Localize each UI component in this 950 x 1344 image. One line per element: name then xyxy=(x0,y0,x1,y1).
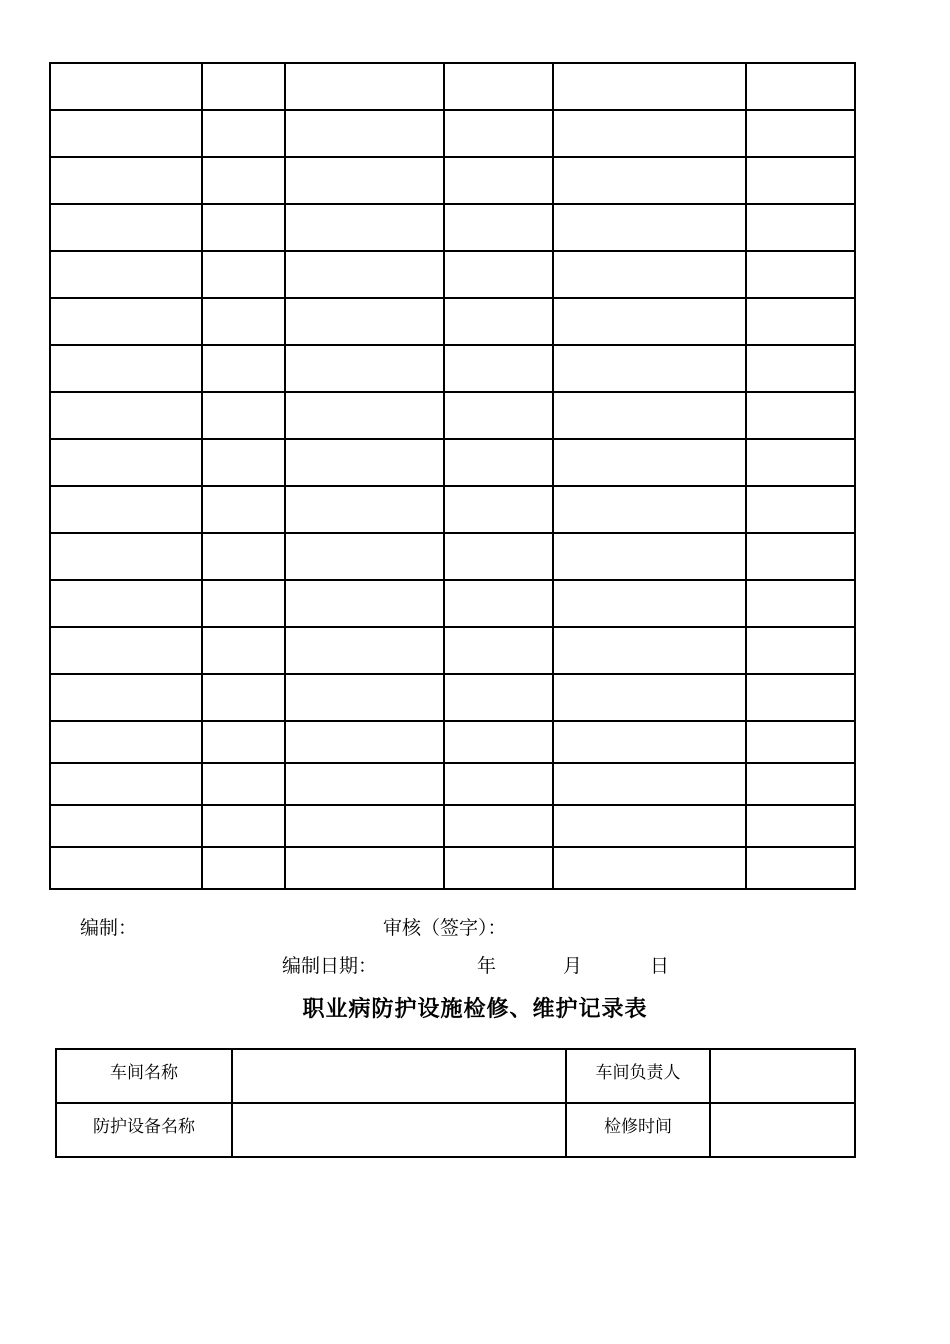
grid-cell[interactable] xyxy=(444,805,553,847)
grid-cell[interactable] xyxy=(50,392,202,439)
grid-cell[interactable] xyxy=(444,627,553,674)
grid-row xyxy=(50,204,855,251)
grid-cell[interactable] xyxy=(202,847,285,889)
grid-row xyxy=(50,345,855,392)
grid-cell[interactable] xyxy=(50,63,202,110)
grid-cell[interactable] xyxy=(202,110,285,157)
grid-cell[interactable] xyxy=(202,580,285,627)
grid-cell[interactable] xyxy=(746,847,855,889)
grid-cell[interactable] xyxy=(444,674,553,721)
grid-row xyxy=(50,110,855,157)
grid-cell[interactable] xyxy=(50,298,202,345)
grid-row xyxy=(50,63,855,110)
grid-cell[interactable] xyxy=(50,439,202,486)
record-row-equipment xyxy=(56,1103,855,1157)
grid-row xyxy=(50,251,855,298)
grid-cell[interactable] xyxy=(746,345,855,392)
grid-cell[interactable] xyxy=(444,345,553,392)
grid-cell[interactable] xyxy=(746,805,855,847)
grid-cell[interactable] xyxy=(50,345,202,392)
grid-row xyxy=(50,763,855,805)
grid-cell[interactable] xyxy=(285,533,444,580)
grid-cell[interactable] xyxy=(285,763,444,805)
grid-cell[interactable] xyxy=(444,763,553,805)
equipment-name-label: 防护设备名称 xyxy=(56,1103,232,1157)
grid-cell[interactable] xyxy=(746,580,855,627)
grid-cell[interactable] xyxy=(285,204,444,251)
grid-row xyxy=(50,580,855,627)
grid-cell[interactable] xyxy=(553,63,746,110)
month-label: 月 xyxy=(563,955,583,977)
grid-cell[interactable] xyxy=(444,63,553,110)
grid-cell[interactable] xyxy=(202,204,285,251)
grid-cell[interactable] xyxy=(553,721,746,763)
grid-cell[interactable] xyxy=(553,847,746,889)
grid-cell[interactable] xyxy=(746,298,855,345)
grid-cell[interactable] xyxy=(746,674,855,721)
grid-cell[interactable] xyxy=(444,392,553,439)
grid-cell[interactable] xyxy=(444,847,553,889)
grid-row xyxy=(50,627,855,674)
grid-cell[interactable] xyxy=(202,392,285,439)
maintenance-time-field[interactable] xyxy=(710,1103,855,1157)
grid-cell[interactable] xyxy=(444,721,553,763)
grid-cell[interactable] xyxy=(444,533,553,580)
grid-cell[interactable] xyxy=(746,627,855,674)
grid-cell[interactable] xyxy=(285,627,444,674)
grid-cell[interactable] xyxy=(50,533,202,580)
grid-cell[interactable] xyxy=(444,486,553,533)
grid-cell[interactable] xyxy=(285,110,444,157)
compiled-by-label: 编制： xyxy=(80,917,138,939)
grid-row xyxy=(50,805,855,847)
grid-cell[interactable] xyxy=(553,251,746,298)
grid-row xyxy=(50,533,855,580)
grid-cell[interactable] xyxy=(202,439,285,486)
grid-row xyxy=(50,298,855,345)
grid-cell[interactable] xyxy=(553,580,746,627)
grid-cell[interactable] xyxy=(285,251,444,298)
grid-cell[interactable] xyxy=(746,110,855,157)
grid-cell[interactable] xyxy=(202,674,285,721)
grid-row xyxy=(50,157,855,204)
grid-cell[interactable] xyxy=(50,763,202,805)
grid-cell[interactable] xyxy=(553,674,746,721)
grid-cell[interactable] xyxy=(285,157,444,204)
grid-cell[interactable] xyxy=(444,298,553,345)
grid-cell[interactable] xyxy=(553,345,746,392)
grid-cell[interactable] xyxy=(444,580,553,627)
grid-cell[interactable] xyxy=(553,533,746,580)
grid-cell[interactable] xyxy=(202,627,285,674)
workshop-head-field[interactable] xyxy=(710,1049,855,1103)
grid-cell[interactable] xyxy=(202,805,285,847)
grid-cell[interactable] xyxy=(285,63,444,110)
grid-cell[interactable] xyxy=(285,805,444,847)
grid-cell[interactable] xyxy=(746,204,855,251)
grid-cell[interactable] xyxy=(50,110,202,157)
grid-cell[interactable] xyxy=(50,157,202,204)
grid-cell[interactable] xyxy=(202,763,285,805)
grid-cell[interactable] xyxy=(746,533,855,580)
grid-cell[interactable] xyxy=(50,251,202,298)
grid-cell[interactable] xyxy=(553,486,746,533)
record-row-workshop xyxy=(56,1049,855,1103)
grid-row xyxy=(50,439,855,486)
grid-cell[interactable] xyxy=(50,486,202,533)
grid-cell[interactable] xyxy=(444,157,553,204)
workshop-name-label: 车间名称 xyxy=(56,1049,232,1103)
grid-cell[interactable] xyxy=(553,627,746,674)
grid-cell[interactable] xyxy=(202,251,285,298)
grid-cell[interactable] xyxy=(553,805,746,847)
grid-cell[interactable] xyxy=(285,486,444,533)
grid-cell[interactable] xyxy=(553,110,746,157)
grid-row xyxy=(50,486,855,533)
grid-cell[interactable] xyxy=(553,157,746,204)
grid-cell[interactable] xyxy=(50,674,202,721)
grid-cell[interactable] xyxy=(285,392,444,439)
grid-cell[interactable] xyxy=(746,721,855,763)
grid-cell[interactable] xyxy=(202,157,285,204)
grid-cell[interactable] xyxy=(285,721,444,763)
grid-cell[interactable] xyxy=(50,721,202,763)
blank-grid-table xyxy=(49,62,856,890)
grid-cell[interactable] xyxy=(553,439,746,486)
grid-row xyxy=(50,847,855,889)
grid-cell[interactable] xyxy=(746,392,855,439)
grid-cell[interactable] xyxy=(50,805,202,847)
maintenance-time-label: 检修时间 xyxy=(566,1103,710,1157)
compile-date-label: 编制日期： xyxy=(282,955,378,977)
grid-cell[interactable] xyxy=(444,204,553,251)
grid-cell[interactable] xyxy=(202,345,285,392)
grid-cell[interactable] xyxy=(202,721,285,763)
grid-row xyxy=(50,721,855,763)
year-label: 年 xyxy=(477,955,497,977)
grid-cell[interactable] xyxy=(746,763,855,805)
grid-cell[interactable] xyxy=(202,298,285,345)
grid-cell[interactable] xyxy=(285,847,444,889)
grid-cell[interactable] xyxy=(746,251,855,298)
grid-cell[interactable] xyxy=(553,298,746,345)
grid-cell[interactable] xyxy=(285,298,444,345)
grid-cell[interactable] xyxy=(444,439,553,486)
grid-cell[interactable] xyxy=(202,533,285,580)
grid-cell[interactable] xyxy=(202,63,285,110)
form-title: 职业病防护设施检修、维护记录表 xyxy=(302,997,648,1022)
grid-cell[interactable] xyxy=(50,580,202,627)
grid-cell[interactable] xyxy=(285,439,444,486)
grid-cell[interactable] xyxy=(553,204,746,251)
grid-cell[interactable] xyxy=(553,763,746,805)
grid-cell[interactable] xyxy=(444,251,553,298)
grid-cell[interactable] xyxy=(50,847,202,889)
grid-cell[interactable] xyxy=(746,63,855,110)
maintenance-record-table xyxy=(55,1048,856,1158)
grid-cell[interactable] xyxy=(553,392,746,439)
workshop-name-field[interactable] xyxy=(232,1049,566,1103)
blank-grid-body xyxy=(50,63,855,889)
grid-cell[interactable] xyxy=(285,674,444,721)
grid-cell[interactable] xyxy=(746,157,855,204)
grid-cell[interactable] xyxy=(285,580,444,627)
grid-cell[interactable] xyxy=(50,204,202,251)
grid-row xyxy=(50,674,855,721)
day-label: 日 xyxy=(650,955,670,977)
equipment-name-field[interactable] xyxy=(232,1103,566,1157)
grid-cell[interactable] xyxy=(444,110,553,157)
grid-cell[interactable] xyxy=(202,486,285,533)
grid-cell[interactable] xyxy=(50,627,202,674)
workshop-head-label: 车间负责人 xyxy=(566,1049,710,1103)
grid-row xyxy=(50,392,855,439)
review-signature-label: 审核（签字）： xyxy=(383,917,507,939)
grid-cell[interactable] xyxy=(746,486,855,533)
grid-cell[interactable] xyxy=(746,439,855,486)
grid-cell[interactable] xyxy=(285,345,444,392)
